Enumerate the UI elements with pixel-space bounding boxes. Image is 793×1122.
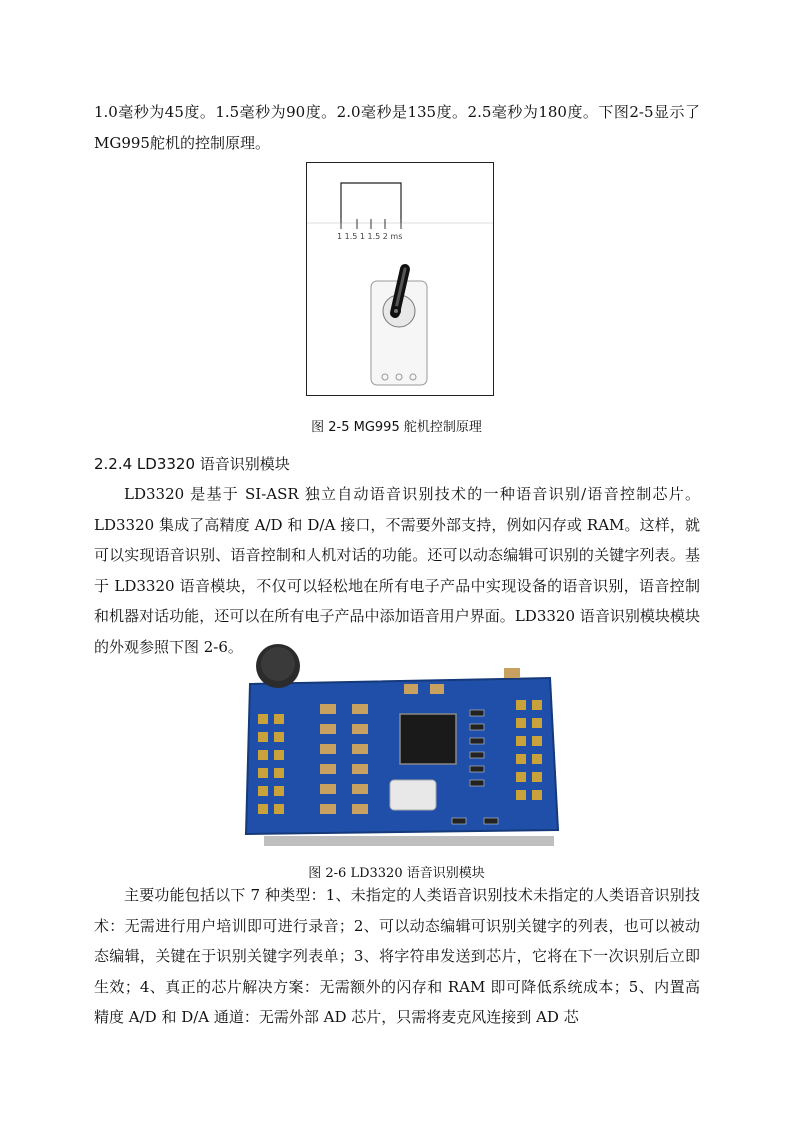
paragraph-main-functions: 主要功能包括以下 7 种类型：1、未指定的人类语音识别技术未指定的人类语音识别技术：无需进行用户培训即可进行录音；2、可以动态编辑可识别关键字的列表，也可以被动态编辑，关键在于识别关键字列表单；3、将字符串发送到芯片，它将在下一次识别后立即生效；4、真正的芯片解决方案：无需额外的闪存和 RAM 即可降低系统成本；5、内置高精度 A/D 和 D/A 通道：无需外部 AD 芯片，只需将麦克风连接到 AD 芯 bbox=[94, 886, 700, 1026]
figure2-caption: 图 2-6 LD3320 语音识别模块 bbox=[308, 866, 485, 881]
figure-servo-control bbox=[306, 162, 494, 396]
paragraph-servo-angles: 1.0毫秒为45度。1.5毫秒为90度。2.0毫秒是135度。2.5毫秒为180度。下图2-5显示了MG995舵机的控制原理。 bbox=[94, 103, 700, 152]
section-heading: 2.2.4 LD3320 语音识别模块 bbox=[94, 455, 290, 473]
figure1-caption: 图 2-5 MG995 舵机控制原理 bbox=[311, 420, 482, 435]
paragraph-ld3320-intro: LD3320 是基于 SI-ASR 独立自动语音识别技术的一种语音识别/语音控制芯片。LD3320 集成了高精度 A/D 和 D/A 接口，不需要外部支持，例如闪存或 RAM。这样，就可以实现语音识别、语音控制和人机对话的功能。还可以动态编辑可识别的关键字列表。基于 LD3320 语音模块，不仅可以轻松地在所有电子产品中实现设备的语音识别，语音控制和机器对话功能，还可以在所有电子产品中添加语音用户界面。LD3320 语音识别模块模块的外观参照下图 2-6。 bbox=[94, 485, 700, 656]
axis-labels: 1 1.5 1 1.5 2 ms bbox=[337, 232, 403, 241]
figure-ld3320-module bbox=[240, 640, 560, 852]
pcb-photo bbox=[240, 640, 560, 852]
servo-diagram bbox=[307, 163, 493, 395]
